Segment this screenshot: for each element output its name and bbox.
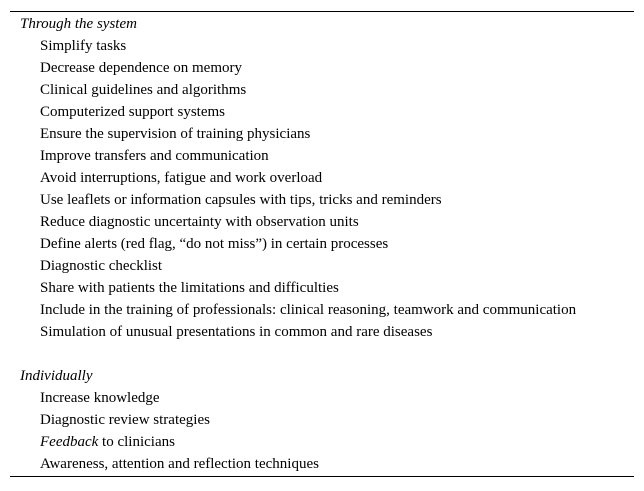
section-spacer [10,343,634,365]
list-item: Reduce diagnostic uncertainty with observation units [40,214,359,230]
strategies-table [10,11,634,477]
section-heading-individually: Individually [20,368,93,384]
list-item: Computerized support systems [40,104,225,120]
list-item: Improve transfers and communication [40,148,269,164]
list-item: Simulation of unusual presentations in common and rare diseases [40,324,433,340]
feedback-rest: to clinicians [98,434,175,450]
list-item: Avoid interruptions, fatigue and work overload [40,170,323,186]
list-item: Clinical guidelines and algorithms [40,82,247,98]
list-item: Awareness, attention and reflection techniques [40,456,319,472]
list-item: Decrease dependence on memory [40,60,242,76]
list-item: Increase knowledge [40,390,160,406]
list-item: Ensure the supervision of training physicians [40,126,311,142]
list-item: Include in the training of professionals: clinical reasoning, teamwork and communication [40,302,577,318]
list-item: Simplify tasks [40,38,127,54]
feedback-emphasis: Feedback [40,434,99,450]
section-heading-system: Through the system [20,16,137,32]
list-item: Define alerts (red flag, “do not miss”) in certain processes [40,236,389,252]
list-item-feedback [10,431,634,453]
list-item: Share with patients the limitations and difficulties [40,280,339,296]
table-body [10,12,634,476]
list-item: Diagnostic review strategies [40,412,210,428]
list-item: Diagnostic checklist [40,258,163,274]
list-item: Use leaflets or information capsules with tips, tricks and reminders [40,192,442,208]
